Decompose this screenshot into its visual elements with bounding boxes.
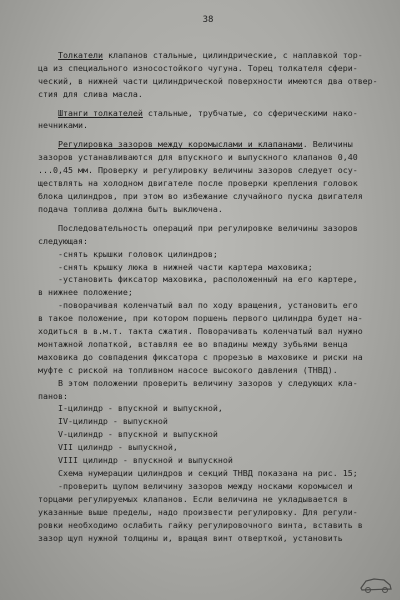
text-line: зазоров устанавливаются для впускного и выпускного клапанов 0,40 [38, 152, 358, 163]
text-line: I-цилиндр - впускной и выпускной, [38, 403, 223, 414]
text-line [38, 138, 378, 151]
text-line: торцами регулируемых клапанов. Если величина не укладывается в [38, 493, 348, 504]
section-heading: Толкатели [57, 49, 103, 60]
paragraph [38, 49, 378, 101]
text-line: ...0,45 мм. Проверку и регулировку величины зазоров следует осу- [38, 165, 358, 176]
heading-continuation: клапанов стальные, цилиндрические, с наплавкой тор- [102, 49, 363, 60]
document-body [38, 49, 378, 545]
text-line: V-цилиндр - впускной и выпускной [38, 429, 218, 440]
text-line: В этом положении проверить величину зазоров у следующих кла- [38, 377, 358, 388]
text-line: в такое положение, при котором поршень первого цилиндра будет на- [38, 313, 363, 324]
text-line: ровки необходимо ослабить гайку регулировочного винта, вставить в [38, 519, 363, 530]
text-line: Последовательность операций при регулировке величины зазоров [38, 222, 358, 233]
text-line: нечниками. [38, 120, 88, 131]
heading-continuation: . Величины [302, 139, 353, 150]
text-line: зазор щуп нужной толщины и, вращая винт отверткой, установить [38, 532, 343, 543]
paragraph [38, 138, 378, 215]
heading-continuation: стальные, трубчатые, со сферическими нако- [142, 107, 358, 118]
page-number: 38 [202, 15, 214, 25]
text-line: ца из специального износостойкого чугуна. Торец толкателя сфери- [38, 62, 358, 73]
text-line: следующая: [38, 235, 88, 246]
text-line: -поворачивая коленчатый вал по ходу вращения, установить его [38, 300, 358, 311]
text-line: в нижнее положение; [38, 287, 133, 298]
text-line: панов: [38, 390, 68, 401]
text-line: -проверить щупом величину зазоров между носками коромысел и [38, 480, 353, 491]
text-line: муфте с риской на топливном насосе высокого давления (ТНВД). [38, 364, 338, 375]
text-line: монтажной лопаткой, вставляя ее во впадины между зубьями венца [38, 338, 348, 349]
stamp-icon [358, 572, 394, 594]
text-line: -снять крышки головок цилиндров; [38, 248, 218, 259]
text-line: Схема нумерации цилиндров и секций ТНВД показана на рис. 15; [38, 468, 358, 478]
text-line: указанные выше пределы, надо произвести регулировку. Для регули- [38, 506, 358, 517]
section-heading: Штанги толкателей [57, 107, 143, 118]
text-line: VII цилиндр - выпускной, [38, 442, 178, 453]
text-line: ческий, в нижней части цилиндрической поверхности имеются два отвер- [38, 75, 378, 86]
text-line: стия для слива масла. [38, 88, 143, 99]
text-line: -установить фиксатор маховика, расположенный на его картере, [38, 274, 358, 285]
text-line: VIII цилиндр - впускной и выпускной [38, 455, 233, 466]
text-line: IV-цилиндр - выпускной [38, 416, 168, 427]
section-heading: Регулировка зазоров между коромыслами и клапанами [57, 139, 303, 150]
text-line: маховика до совпадения фиксатора с прорезью в маховике и риски на [38, 351, 363, 362]
text-line [38, 49, 378, 62]
text-line: ществлять на холодном двигателе после проверки крепления головок [38, 178, 358, 189]
text-line: ходиться в в.м.т. такта сжатия. Поворачивать коленчатый вал нужно [38, 326, 363, 337]
paragraph [38, 222, 378, 545]
text-line: -снять крышку люка в нижней части картера маховика; [38, 261, 313, 272]
text-line: блока цилиндров, при этом во избежание случайного пуска двигателя [38, 190, 363, 201]
text-line: подача топлива должна быть выключена. [38, 203, 223, 214]
paragraph [38, 107, 378, 133]
text-line [38, 107, 378, 120]
